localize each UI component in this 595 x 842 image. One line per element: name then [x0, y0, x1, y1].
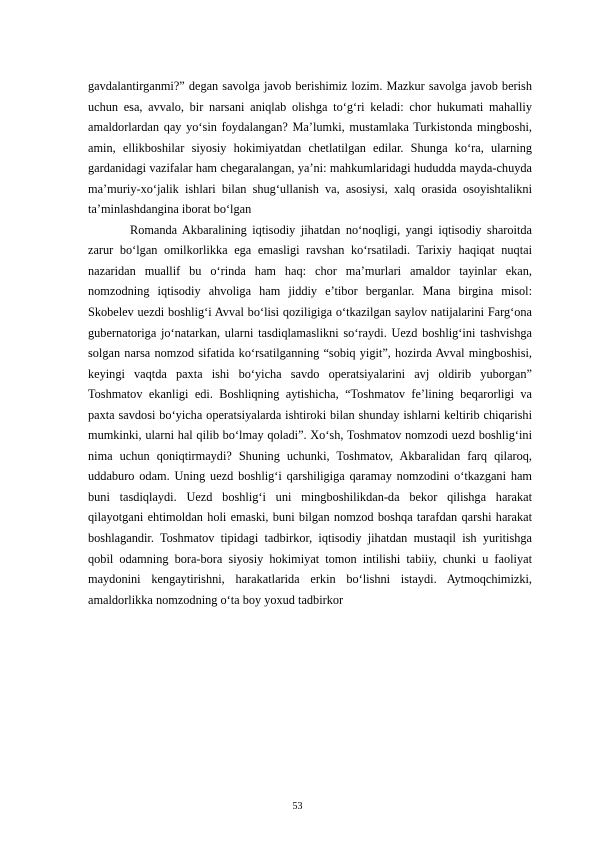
document-body [88, 76, 532, 610]
paragraph-romanda: Romanda Akbaralining iqtisodiy jihatdan no‘noqligi, yangi iqtisodiy sharoitda zarur bo‘lgan omilkorlikka ega emasligi ravshan ko‘rsatiladi. Tarixiy haqiqat nuqtai nazaridan muallif bu o‘rinda ham haq: chor ma’murlari amaldor tayinlar ekan, nomzodning iqtisodiy ahvoliga ham jiddiy e’tibor berganlar. Mana birgina misol: Skobelev uezdi boshlig‘i Avval bo‘lisi qoziligiga o‘tkazilgan saylov natijalarini Farg‘ona gubernatoriga jo‘natarkan, ularni tasdiqlamaslikni so‘raydi. Uezd boshlig‘ini tashvishga solgan narsa nomzod sifatida ko‘rsatilganning “sobiq yigit”, hozirda Avval mingboshisi, keyingi vaqtda paxta ishi bo‘yicha savdo operatsiyalarini avj oldirib yuborgan” Toshmatov ekanligi edi. Boshliqning aytishicha, “Toshmatov fe’lining beqarorligi va paxta savdosi bo‘yicha operatsiyalarda ishtiroki bilan shunday ishlarni keltirib chiqarishi mumkinki, ularni hal qilib bo‘lmay qoladi”. Xo‘sh, Toshmatov nomzodi uezd boshlig‘ini nima uchun qoniqtirmaydi? Shuning uchunki, Toshmatov, Akbaralidan farq qilaroq, uddaburo odam. Uning uezd boshlig‘i qarshiligiga qaramay nomzodini o‘tkazgani ham buni tasdiqlaydi. Uezd boshlig‘i uni mingboshilikdan-da bekor qilishga harakat qilayotgani ehtimoldan holi emaski, buni bilgan nomzod boshqa tarafdan qarshi harakat boshlagandir. Toshmatov tipidagi tadbirkor, iqtisodiy jihatdan mustaqil ish yuritishga qobil odamning bora-bora siyosiy hokimiyat tomon intilishi tabiiy, chunki u faoliyat maydonini kengaytirishni, harakatlarida erkin bo‘lishni istaydi. Aytmoqchimizki, amaldorlikka nomzodning o‘ta boy yoxud tadbirkor [88, 222, 532, 607]
page-number: 53 [292, 801, 303, 812]
paragraph-continuation: gavdalantirganmi?” degan savolga javob berishimiz lozim. Mazkur savolga javob berish uchun esa, avvalo, bir narsani aniqlab olishga to‘g‘ri keladi: chor hukumati mahalliy amaldorlardan qay yo‘sin foydalangan? Ma’lumki, mustamlaka Turkistonda mingboshi, amin, ellikboshilar siyosiy hokimiyatdan chetlatilgan edilar. Shunga ko‘ra, ularning gardanidagi vazifalar ham chegaralangan, ya’ni: mahkumlaridagi hududda mayda-chuyda ma’muriy-xo‘jalik ishlari bilan shug‘ullanish va, asosiysi, xalq orasida osoyishtalikni ta’minlashdangina iborat bo‘lgan [88, 79, 532, 217]
